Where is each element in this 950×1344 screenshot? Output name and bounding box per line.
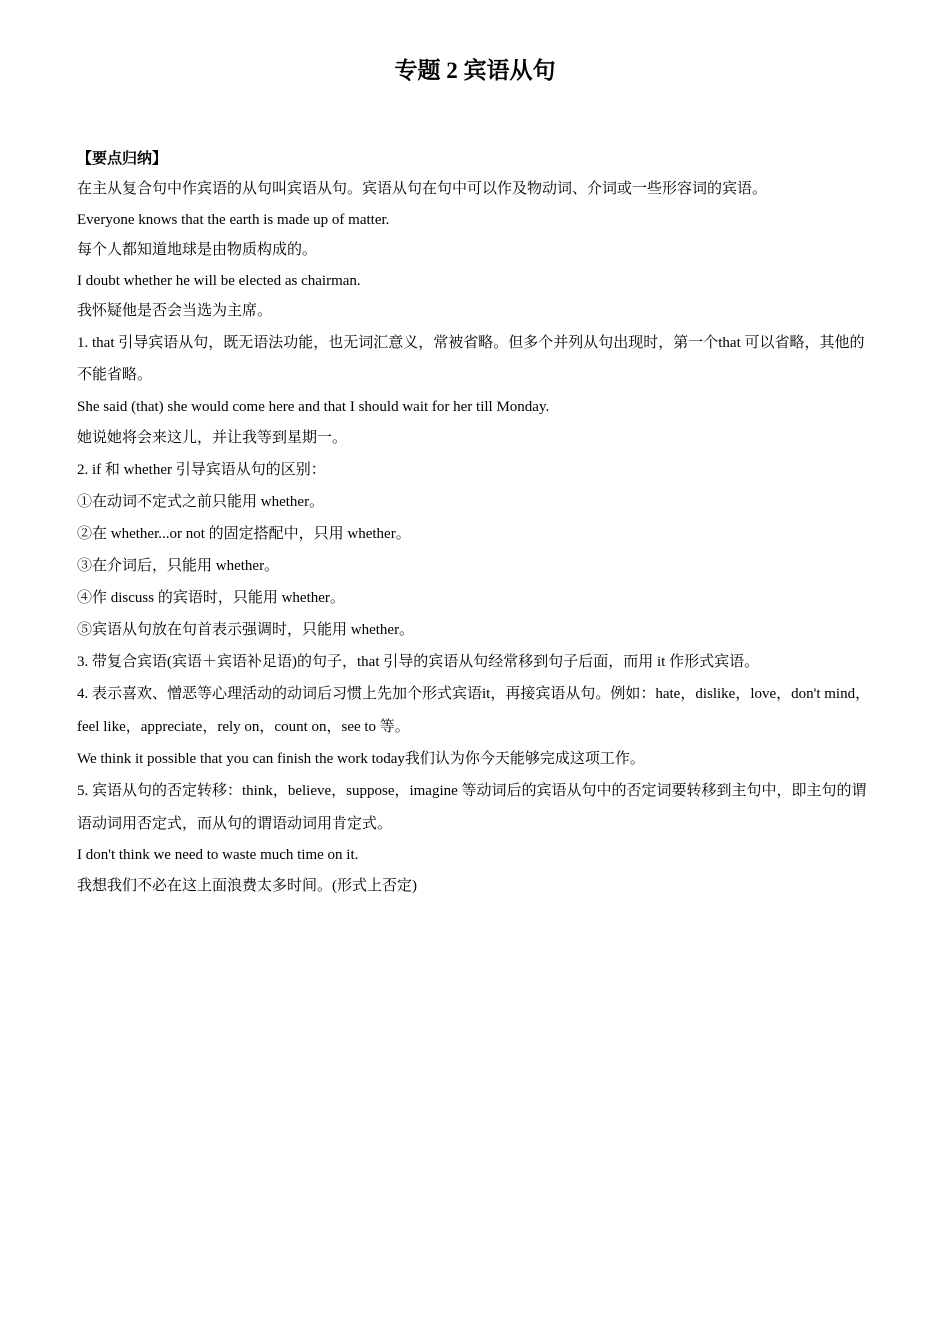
example-sentence-zh: 她说她将会来这儿，并让我等到星期一。 [77, 430, 348, 446]
example-sentence-zh: 我想我们不必在这上面浪费太多时间。(形式上否定) [77, 877, 417, 894]
rule-2: 2. if 和 whether 引导宾语从句的区别： [77, 462, 326, 478]
rule-2-item: ⑤宾语从句放在句首表示强调时，只能用 whether。 [77, 622, 415, 638]
rule-2-item: ①在动词不定式之前只能用 whether。 [77, 494, 325, 510]
rule-2-item: ③在介词后，只能用 whether。 [77, 558, 280, 574]
example-sentence-en: She said (that) she would come here and that I should wait for her till Monday. [77, 398, 550, 415]
rule-1: 1. that 引导宾语从句，既无语法功能，也无词汇意义，常被省略。但多个并列从句出现时，第一个that 可以省略，其他的不能省略。 [77, 334, 865, 383]
example-sentence-zh: 每个人都知道地球是由物质构成的。 [77, 242, 318, 258]
rule-2-item: ④作 discuss 的宾语时，只能用 whether。 [77, 590, 345, 606]
rule-2-item: ②在 whether...or not 的固定搭配中，只用 whether。 [77, 526, 411, 542]
rule-4: 4. 表示喜欢、憎恶等心理活动的动词后习惯上先加个形式宾语it，再接宾语从句。例如：hate，dislike，love，don't mind，feel like，appreciate，rely on，count on，see to 等。 [77, 686, 871, 735]
example-sentence-mixed: We think it possible that you can finish the work today我们认为你今天能够完成这项工作。 [77, 751, 645, 767]
section-heading: 【要点归纳】 [77, 151, 168, 167]
example-sentence-en: I don't think we need to waste much time on it. [77, 847, 359, 863]
rule-5: 5. 宾语从句的否定转移：think，believe，suppose，imagine 等动词后的宾语从句中的否定词要转移到主句中，即主句的谓语动词用否定式，而从句的谓语动词用肯定式。 [77, 783, 867, 832]
example-sentence-en: Everyone knows that the earth is made up of matter. [77, 211, 390, 228]
rule-3: 3. 带复合宾语(宾语＋宾语补足语)的句子，that 引导的宾语从句经常移到句子后面，而用 it 作形式宾语。 [77, 654, 760, 670]
paragraph-definition: 在主从复合句中作宾语的从句叫宾语从句。宾语从句在句中可以作及物动词、介词或一些形容词的宾语。 [77, 181, 768, 197]
page-title: 专题 2 宾语从句 [394, 58, 556, 83]
example-sentence-zh: 我怀疑他是否会当选为主席。 [77, 303, 273, 319]
example-sentence-en: I doubt whether he will be elected as chairman. [77, 272, 361, 289]
document-body [77, 174, 877, 901]
